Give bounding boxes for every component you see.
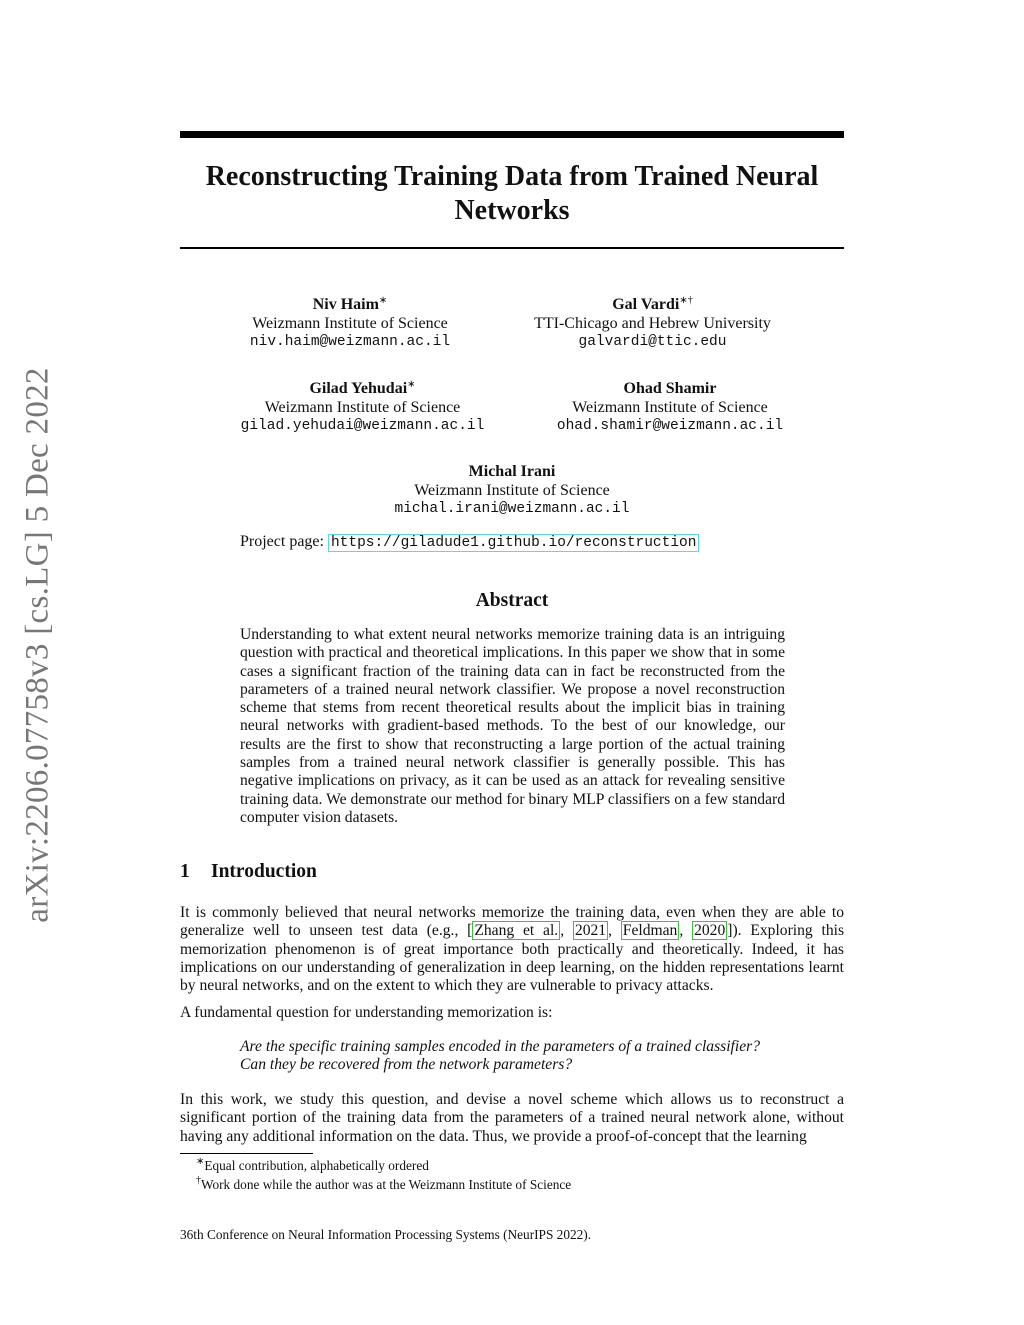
project-link[interactable]: https://giladude1.github.io/reconstruction <box>328 534 699 552</box>
abstract-heading: Abstract <box>475 590 549 611</box>
section-heading <box>180 861 317 883</box>
intro-text: It is commonly believed that neural networks memorize the training data, even when they are able to generalize well to unseen test data (e.g., [ <box>180 904 844 940</box>
author-block <box>545 379 795 436</box>
author-block <box>510 295 795 352</box>
citation-year: 2020 <box>694 922 726 940</box>
footnote-rule <box>180 1153 313 1154</box>
author-mark: ∗† <box>679 295 693 306</box>
footnote <box>196 1158 429 1174</box>
footnote <box>196 1177 571 1193</box>
author-affiliation: Weizmann Institute of Science <box>264 399 461 416</box>
citation-separator: , <box>679 922 693 940</box>
author-block <box>220 295 480 352</box>
author-name: Gal Vardi <box>612 296 680 313</box>
paper-title: Reconstructing Training Data from Trained Neural Networks <box>205 161 819 226</box>
question-line: Are the specific training samples encoded in the parameters of a trained classifier? <box>240 1038 760 1055</box>
citation-link[interactable] <box>573 921 608 940</box>
citation-link[interactable] <box>621 921 680 940</box>
citation-year: 2021 <box>574 922 607 940</box>
author-name: Michal Irani <box>468 463 556 480</box>
footnote-mark: ∗ <box>196 1156 205 1167</box>
intro-text: ]). Exploring this memorization phenomenon is of great importance both practically and theoretically. Indeed, it has implications on our understanding of generalization in deep learning, on the hidden representations learnt by neural networks, and on the extent to which they are vulnerable to privacy attacks. <box>180 922 845 995</box>
author-affiliation: TTI-Chicago and Hebrew University <box>534 315 771 332</box>
author-name: Gilad Yehudai <box>309 380 408 397</box>
author-name: Niv Haim <box>312 296 379 313</box>
project-page <box>240 532 699 553</box>
citation-separator: , <box>560 922 573 940</box>
citation-author: Feldman <box>622 922 678 940</box>
intro-paragraph-3: In this work, we study this question, and devise a novel scheme which allows us to reconstruct a significant portion of the training data from the parameters of a trained neural network alone, without having any additional information on the data. Thus, we provide a proof-of-concept that the learning <box>180 1091 844 1145</box>
footnote-text: Work done while the author was at the Weizmann Institute of Science <box>201 1177 572 1192</box>
footnote-text: Equal contribution, alphabetically ordered <box>204 1158 429 1173</box>
section-number: 1 <box>180 861 190 882</box>
author-email[interactable]: gilad.yehudai@weizmann.ac.il <box>240 418 485 434</box>
title-rule-bottom <box>180 247 844 249</box>
author-email[interactable]: galvardi@ttic.edu <box>578 334 727 350</box>
intro-paragraph-2: A fundamental question for understanding memorization is: <box>180 1004 553 1021</box>
citation-separator: , <box>608 922 621 940</box>
project-label: Project page: <box>240 533 328 550</box>
section-title: Introduction <box>211 861 317 882</box>
arxiv-stamp: arXiv:2206.07758v3 [cs.LG] 5 Dec 2022 <box>19 367 56 923</box>
author-block <box>380 462 644 519</box>
author-affiliation: Weizmann Institute of Science <box>414 482 610 499</box>
author-mark: ∗ <box>378 295 388 306</box>
author-block <box>230 379 495 436</box>
citation-link[interactable] <box>472 921 560 940</box>
question-line: Can they be recovered from the network parameters? <box>240 1056 573 1074</box>
author-mark: ∗ <box>407 379 416 390</box>
title-rule-top <box>180 131 844 138</box>
author-affiliation: Weizmann Institute of Science <box>252 315 448 332</box>
author-affiliation: Weizmann Institute of Science <box>572 399 768 416</box>
citation-author: Zhang et al. <box>474 922 559 940</box>
research-question <box>240 1038 800 1075</box>
abstract-text: Understanding to what extent neural networks memorize training data is an intriguing question with practical and theoretical implications. In this paper we show that in some cases a significant fraction of the training data can in fact be reconstructed from the parameters of a trained neural network classifier. We propose a novel reconstruction scheme that stems from recent theoretical results about the implicit bias in training neural networks with gradient-based methods. To the best of our knowledge, our results are the first to show that reconstructing a large portion of the actual training samples from a trained neural network classifier is generally possible. This has negative implications on privacy, as it can be used as an attack for revealing sensitive training data. We demonstrate our method for binary MLP classifiers on a few standard computer vision datasets. <box>240 626 785 826</box>
author-name: Ohad Shamir <box>623 380 717 397</box>
footnote-mark: † <box>196 1175 201 1186</box>
author-email[interactable]: ohad.shamir@weizmann.ac.il <box>556 418 784 434</box>
venue-note: 36th Conference on Neural Information Processing Systems (NeurIPS 2022). <box>180 1227 592 1242</box>
author-email[interactable]: michal.irani@weizmann.ac.il <box>394 501 630 517</box>
intro-paragraph-1 <box>180 904 844 995</box>
citation-link[interactable] <box>692 921 727 940</box>
author-email[interactable]: niv.haim@weizmann.ac.il <box>249 334 451 350</box>
